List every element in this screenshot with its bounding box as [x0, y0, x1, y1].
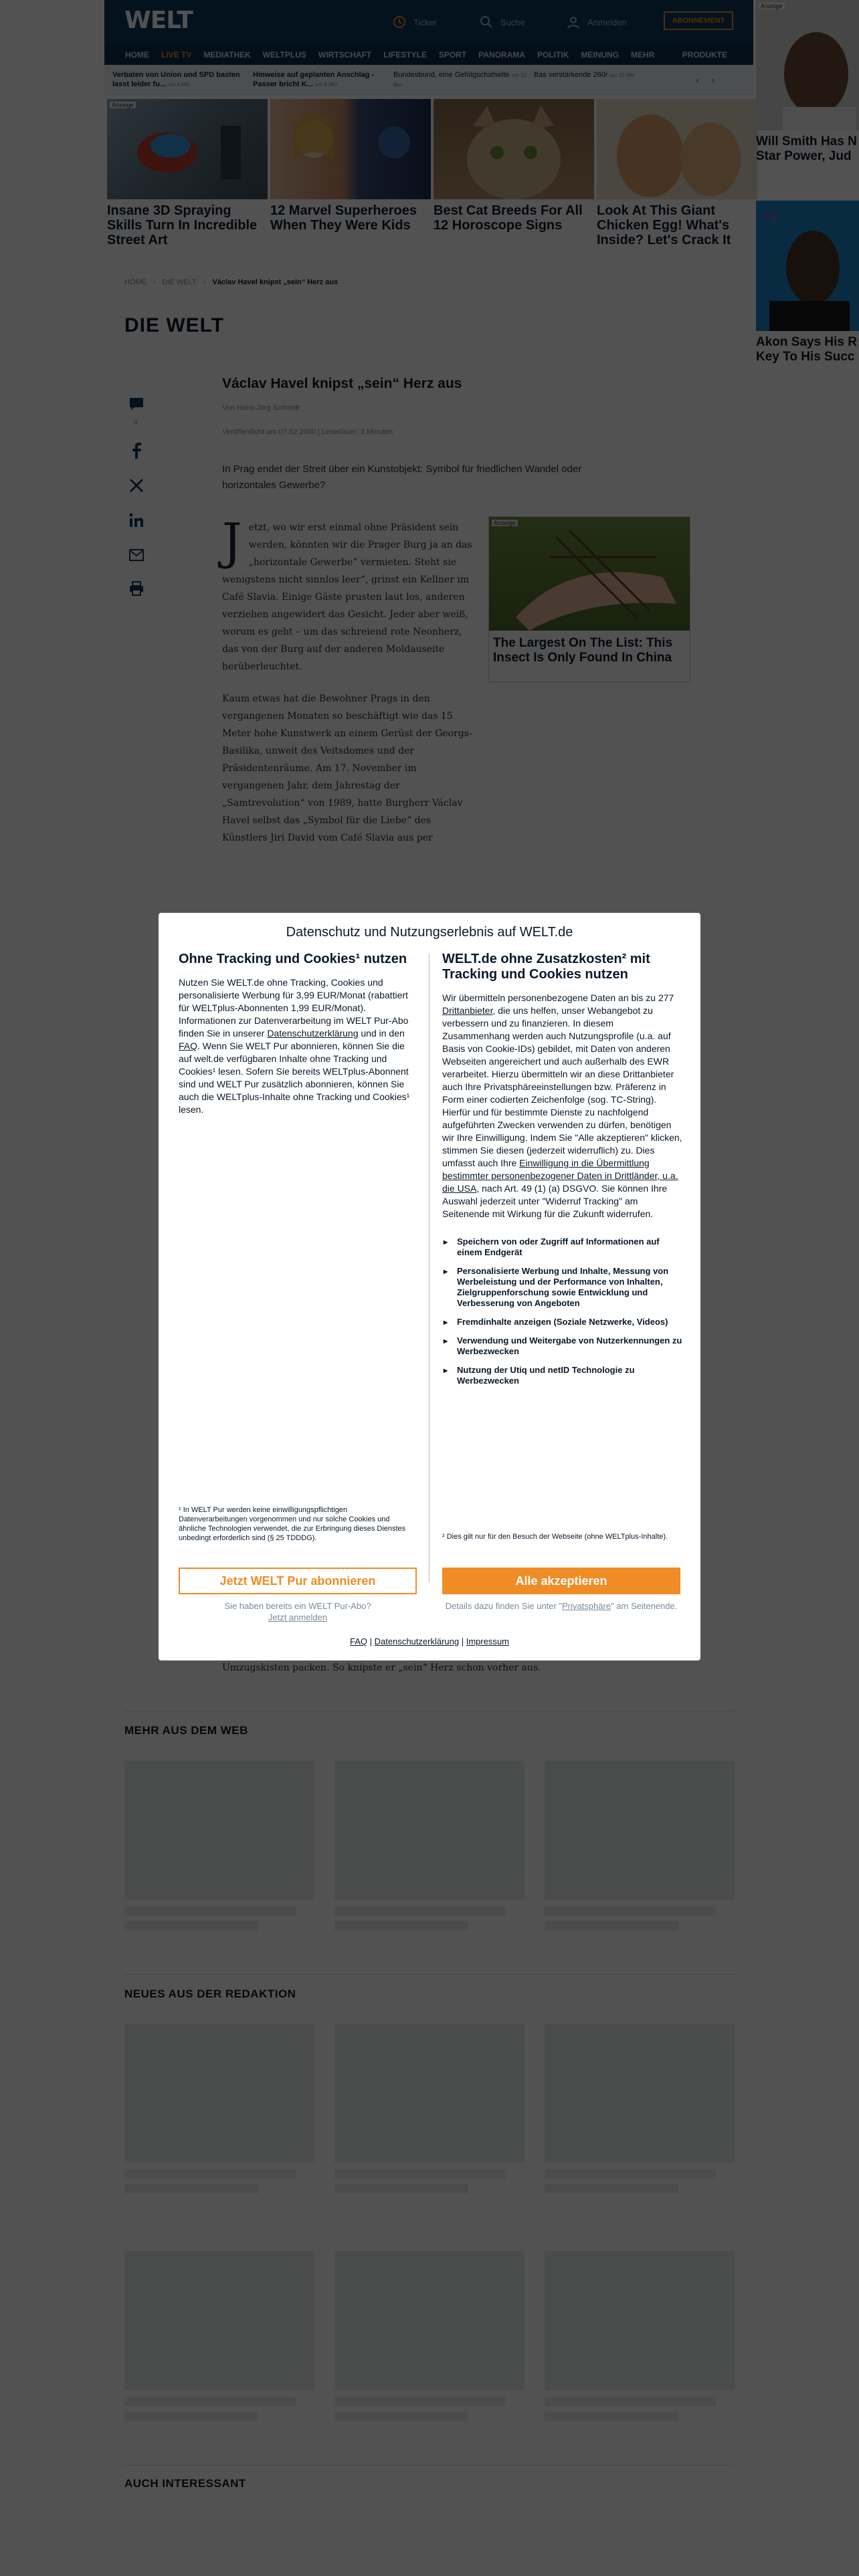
consent-footer-links: FAQ | Datenschutzerklärung | Impressum [350, 1636, 509, 1646]
privacy-hint: Details dazu finden Sie unter "Privatsphäre" am Seitenende. [445, 1601, 678, 1611]
tracking-footnote: ² Dies gilt nur für den Besuch der Webseite (ohne WELTplus-Inhalte). [442, 1533, 668, 1541]
consent-title: Datenschutz und Nutzungserlebnis auf WELT.de [286, 925, 573, 940]
privacy-settings-link[interactable]: Privatsphäre [562, 1601, 611, 1611]
subscribe-pur-button[interactable]: Jetzt WELT Pur abonnieren [179, 1568, 417, 1594]
purpose-item[interactable]: ▸ Fremdinhalte anzeigen (Soziale Netzwerke, Videos) [442, 1317, 683, 1327]
tracking-heading: WELT.de ohne Zusatzkosten² mit Tracking und Cookies nutzen [442, 952, 650, 982]
pur-heading: Ohne Tracking und Cookies¹ nutzen [179, 952, 407, 966]
purpose-list [442, 1237, 683, 1386]
purpose-item[interactable]: ▸ Personalisierte Werbung und Inhalte, Messung von Werbeleistung und der Performance von Inhalten, Zielgruppenforschung sowie Entwicklung und Verbesserung von Angeboten [442, 1266, 683, 1309]
purpose-item[interactable]: ▸ Nutzung der Utiq und netID Technologie zu Werbezwecken [442, 1365, 683, 1386]
privacy-link[interactable]: Datenschutzerklärung [267, 1028, 359, 1039]
pur-footnote: ¹ In WELT Pur werden keine einwilligungspflichtigen Datenverarbeitungen vorgenommen und nur solche Cookies und ähnliche Technologien verwendet, die zur Erbringung dieses Dienstes unbedingt erforderlich sind (§ 25 TDDDG). [179, 1506, 406, 1542]
footer-privacy-link[interactable]: Datenschutzerklärung [374, 1636, 460, 1646]
purpose-item[interactable]: ▸ Verwendung und Weitergabe von Nutzerkennungen zu Werbezwecken [442, 1335, 683, 1357]
accept-all-button[interactable]: Alle akzeptieren [442, 1568, 680, 1594]
footer-faq-link[interactable]: FAQ [350, 1636, 368, 1646]
pur-login-hint: Sie haben bereits ein WELT Pur-Abo? Jetzt anmelden [224, 1601, 371, 1622]
third-country-link[interactable]: Einwilligung in die Übermittlung bestimmter personenbezogener Daten in Drittländer, u.a. die USA [442, 1158, 678, 1194]
third-party-link[interactable]: Drittanbieter [442, 1005, 493, 1016]
consent-left-column [179, 952, 419, 1116]
consent-right-column [442, 952, 683, 1394]
faq-link[interactable]: FAQ [179, 1041, 198, 1051]
tracking-description: Wir übermitteln personenbezogene Daten an bis zu 277 Drittanbieter, die uns helfen, unser Webangebot zu verbessern und zu finanzieren. In diesem Zusammenhang werden auch Nutzungsprofile (u.a. auf Basis von Cookie-IDs) gebildet, mit Daten von anderen Webseiten angereichert und auch außerhalb des EWR verarbeitet. Hierzu übermitteln wir an diese Drittanbieter auch Ihre Privatsphäreeinstellungen bzw. Präferenz in Form einer codierten Zeichenfolge (sog. TC-String). Hierfür und für bestimmte Dienste zu nachfolgend aufgeführten Zwecken verwenden zu dürfen, benötigen wir Ihre Einwilligung. Indem Sie "Alle akzeptieren" klicken, stimmen Sie diesen (jederzeit widerruflich) zu. Dies umfasst auch Ihre Einwilligung in die Übermittlung bestimmter personenbezogener Daten in Drittländer, u.a. die USA, nach Art. 49 (1) (a) DSGVO. Sie können Ihre Auswahl jederzeit unter "Widerruf Tracking" am Seitenende mit Wirkung für die Zukunft widerrufen. [442, 992, 682, 1219]
pur-description: Nutzen Sie WELT.de ohne Tracking, Cookies und personalisierte Werbung für 3,99 EUR/Monat (rabattiert für WELTplus-Abonnenten 1,99 EUR/Monat). Informationen zur Datenverarbeitung im WELT Pur-Abo finden Sie in unserer Datenschutzerklärung und in den FAQ. Wenn Sie WELT Pur abonnieren, können Sie die auf welt.de verfügbaren Inhalte ohne Tracking und Cookies¹ lesen. Sofern Sie bereits WELTplus-Abonnent sind und WELT Pur zusätzlich abonnieren, können Sie auch die WELTplus-Inhalte ohne Tracking und Cookies¹ lesen. [179, 977, 410, 1115]
footer-imprint-link[interactable]: Impressum [466, 1636, 509, 1646]
purpose-item[interactable]: ▸ Speichern von oder Zugriff auf Informationen auf einem Endgerät [442, 1237, 683, 1258]
consent-dialog [159, 913, 700, 1660]
column-divider [429, 954, 430, 1583]
pur-login-link[interactable]: Jetzt anmelden [268, 1612, 328, 1622]
